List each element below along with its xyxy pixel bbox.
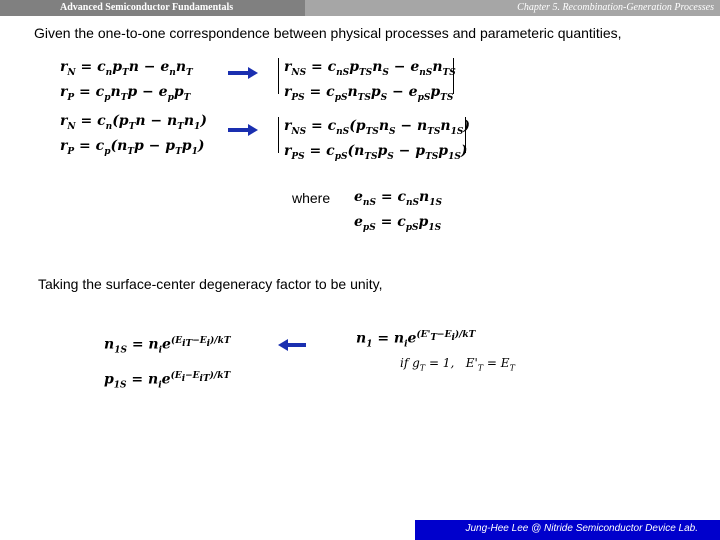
intro-text: Given the one-to-one correspondence between physical processes and parameteric quantities,	[34, 25, 622, 41]
emission-coefficients: $e_{nS} = c_{nS}n_{1S}$ $e_{pS} = c_{pS}p_{1S}$	[354, 189, 442, 233]
right-arrow-icon	[228, 67, 258, 79]
bulk-n1-equation: $n_1 = n_ie^{(E'_T-E_i)/kT}$	[356, 330, 476, 350]
footer-bar	[415, 520, 720, 540]
bulk-equation-1: $r_N = c_np_Tn - e_nn_T$ $r_P = c_pn_Tp - e_pp_T$	[60, 59, 193, 103]
degeneracy-condition: if $g_T = 1$, $E'_T = E_T$	[400, 356, 515, 373]
right-arrow-icon	[228, 124, 258, 136]
bulk-equation-2: $r_N = c_n(p_Tn - n_Tn_1)$ $r_P = c_p(n_Tp - p_Tp_1)$	[60, 113, 207, 157]
surface-degeneracy-text: Taking the surface-center degeneracy factor to be unity,	[38, 276, 383, 292]
header-left-bar	[0, 0, 305, 16]
course-title: Advanced Semiconductor Fundamentals	[60, 2, 234, 13]
surface-equation-2: $r_{NS} = c_{nS}(p_{TS}n_S - n_{TS}n_{1S})$ $r_{PS} = c_{pS}(n_{TS}p_S - p_{TS}p_{1S})$	[284, 118, 470, 162]
left-arrow-icon	[278, 339, 306, 351]
where-label: where	[292, 190, 331, 206]
chapter-title: Chapter 5. Recombination-Generation Processes	[517, 2, 714, 13]
footer-credit: Jung-Hee Lee @ Nitride Semiconductor Device Lab.	[465, 523, 698, 534]
header-right-bar	[305, 0, 720, 16]
surface-n1-p1-equations: $n_{1S} = n_ie^{(E_{iT}-E_i)/kT}$ $p_{1S} = n_ie^{(E_i-E_{iT})/kT}$	[104, 336, 231, 391]
surface-equation-1: $r_{NS} = c_{nS}p_{TS}n_S - e_{nS}n_{TS}$ $r_{PS} = c_{pS}n_{TS}p_S - e_{pS}p_{TS}$	[284, 59, 456, 103]
